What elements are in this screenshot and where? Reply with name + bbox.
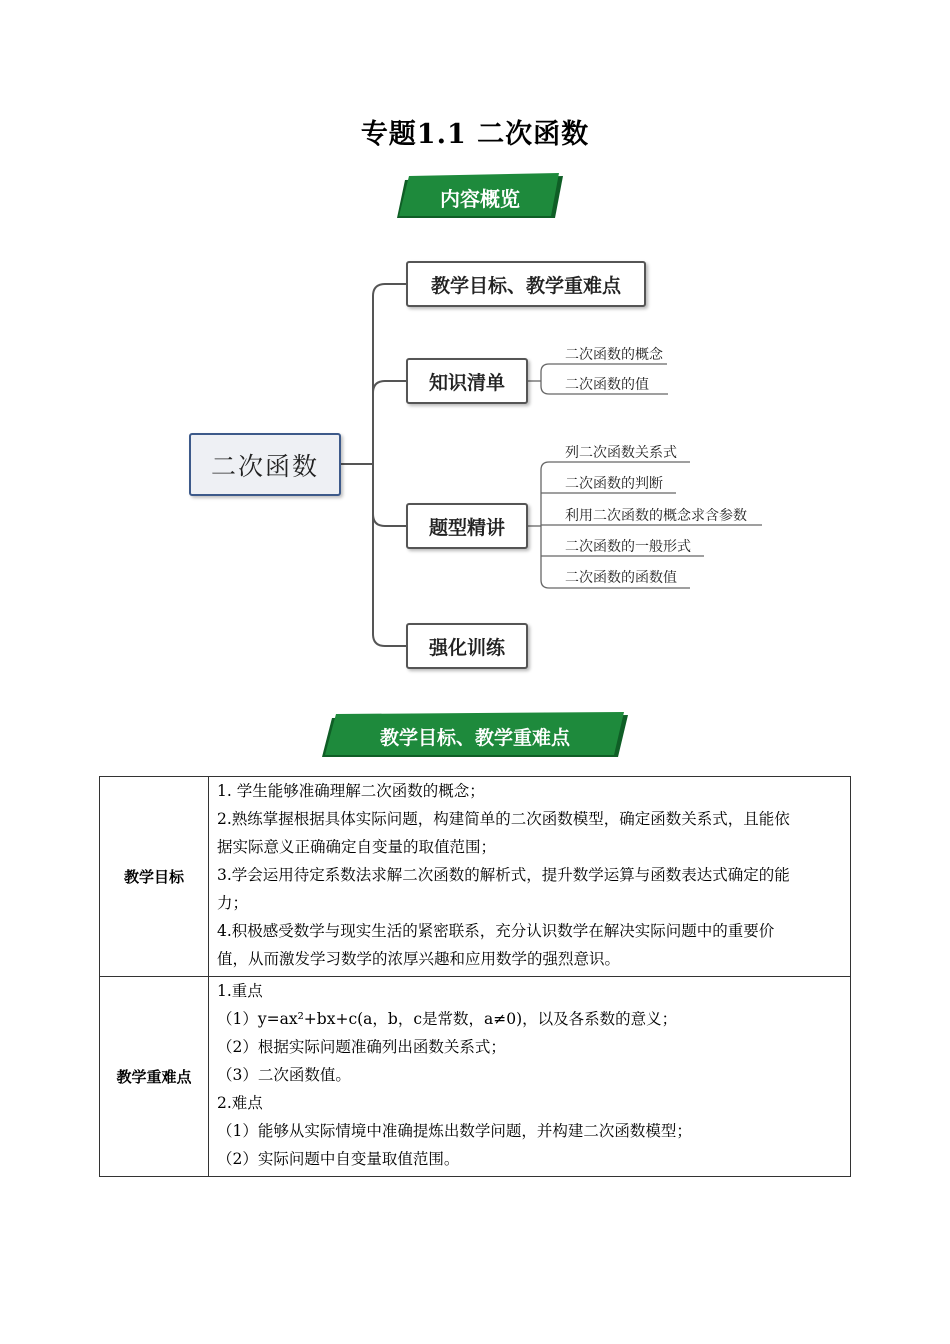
mindmap-branch-goals: 教学目标、教学重难点 [406,261,646,307]
leaf-line-t1 [541,462,690,470]
mindmap-leaf: 利用二次函数的概念求含参数 [565,508,747,524]
mindmap-leaf: 列二次函数关系式 [565,445,677,461]
branch-line-knowledge [373,381,407,393]
content-line: （1）能够从实际情境中准确提炼出数学问题，并构建二次函数模型； [217,1122,692,1140]
content-line: （1）y=ax²+bx+c(a，b，c是常数，a≠0)，以及各系数的意义； [217,1010,678,1028]
mindmap-branch-types: 题型精讲 [406,503,528,549]
row-header-goals: 教学目标 [100,777,209,977]
goals-banner-label: 教学目标、教学重难点 [379,726,570,749]
overview-banner-label: 内容概览 [440,186,520,211]
goals-banner [322,712,628,760]
mindmap-leaf: 二次函数的判断 [565,476,663,492]
mindmap-branch-knowledge: 知识清单 [406,358,528,404]
content-line: （2）根据实际问题准确列出函数关系式； [217,1038,506,1056]
content-line: 3.学会运用待定系数法求解二次函数的解析式，提升数学运算与函数表达式确定的能 [217,866,790,884]
document-title: 专题1.1 二次函数 [360,119,590,150]
table-row [100,777,851,977]
row-header-key-points: 教学重难点 [100,977,209,1177]
content-line: （3）二次函数值。 [217,1066,351,1084]
mindmap-leaf: 二次函数的值 [565,377,649,393]
mindmap-root-node: 二次函数 [189,433,341,496]
content-line: （2）实际问题中自变量取值范围。 [217,1150,460,1168]
content-line: 2.难点 [217,1094,263,1112]
leaf-line-k1 [541,364,667,372]
branch-line-training [373,634,407,646]
mindmap-leaf: 二次函数的函数值 [565,570,677,586]
row-content-goals [209,777,851,977]
content-line: 据实际意义正确确定自变量的取值范围； [217,838,497,856]
mindmap-leaf: 二次函数的概念 [565,347,663,363]
content-line: 2.熟练掌握根据具体实际问题，构建简单的二次函数模型，确定函数关系式，且能依 [217,810,790,828]
teaching-goals-table [99,776,851,1177]
content-line: 力； [217,894,249,912]
table-row [100,977,851,1177]
content-line: 4.积极感受数学与现实生活的紧密联系，充分认识数学在解决实际问题中的重要价 [217,922,775,940]
branch-line-types [373,514,407,526]
mindmap-leaf: 二次函数的一般形式 [565,539,691,555]
content-line: 值，从而激发学习数学的浓厚兴趣和应用数学的强烈意识。 [217,950,621,968]
branch-line-goals [373,284,407,296]
content-line: 1. 学生能够准确理解二次函数的概念； [217,782,485,800]
row-content-key-points [209,977,851,1177]
mindmap-branch-training: 强化训练 [406,623,528,669]
content-line: 1.重点 [217,982,263,1000]
